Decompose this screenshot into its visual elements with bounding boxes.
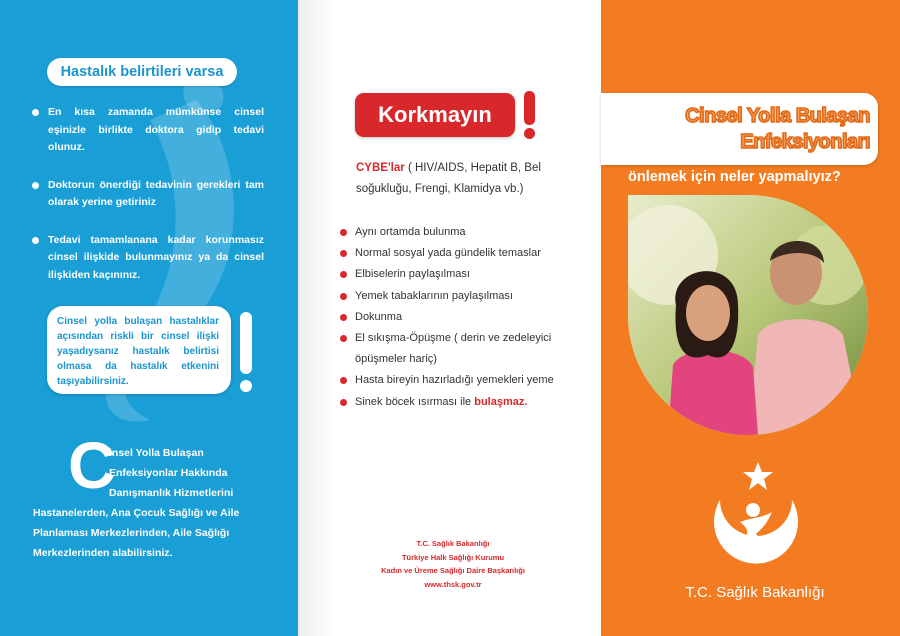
- list-item: [340, 243, 580, 264]
- bullet-dot-icon: [340, 377, 347, 384]
- list-item-text: En kısa zamanda mümkünse cinsel eşinizle birlikte doktora gidip tedavi olunuz.: [48, 106, 264, 153]
- info-line: insel Yolla Bulaşan: [109, 447, 204, 459]
- list-item-text: öpüşmeler hariç): [355, 353, 437, 366]
- list-item: [340, 370, 580, 391]
- list-item-continuation: [340, 349, 580, 370]
- info-line: Danışmanlık Hizmetlerini: [109, 487, 234, 499]
- exclamation-dot-icon: [240, 380, 252, 392]
- subtitle: önlemek için neler yapmalıyız?: [628, 169, 841, 185]
- main-title-line-1: Cinsel Yolla Bulaşan: [685, 105, 870, 127]
- footer-line: T.C. Sağlık Bakanlığı: [416, 539, 490, 548]
- highlight-text: bulaşmaz.: [474, 395, 528, 408]
- list-item: [340, 222, 580, 243]
- list-item: [340, 392, 580, 413]
- bullet-dot-icon: [32, 237, 39, 244]
- footer-line: Türkiye Halk Sağlığı Kurumu: [401, 552, 505, 562]
- drop-cap: C: [68, 428, 116, 502]
- list-item: [340, 328, 580, 349]
- info-rest: Hastanelerden, Ana Çocuk Sağlığı ve Aile Planlaması Merkezlerinden, Aile Sağlığı Merkezlerinden alabilirsiniz.: [33, 507, 240, 559]
- list-item: [32, 104, 264, 157]
- bullet-dot-icon: [340, 335, 347, 342]
- bullet-dot-icon: [340, 229, 347, 236]
- list-item-text: Sinek böcek ısırması ile: [355, 395, 475, 408]
- red-exclamation-icon: [524, 91, 535, 125]
- couple-photo: [628, 195, 868, 435]
- list-item-text: Tedavi tamamlanana kadar korunmasız cinsel ilişkide bulunmayınız ya da cinsel ilişkiden kaçınınız.: [48, 233, 264, 281]
- bullet-dot-icon: [340, 399, 347, 406]
- bullet-dot-icon: [32, 182, 39, 189]
- list-item-text: Dokunma: [355, 310, 403, 323]
- bullet-dot-icon: [340, 250, 347, 257]
- list-item: [32, 177, 264, 212]
- info-lines: [109, 443, 289, 503]
- korkmayin-badge: Korkmayın: [355, 93, 515, 137]
- bullet-dot-icon: [340, 293, 347, 300]
- footer-line: Kadın ve Üreme Sağlığı Daire Başkanlığı: [381, 566, 525, 575]
- advice-list: [32, 104, 264, 304]
- risk-note-text: Cinsel yolla bulaşan hastalıklar açısından riskli bir cinsel ilişki yaşadıysanız hastalık belirtisi olmasa da hastalık etkenini taşıyabilirsiniz.: [57, 316, 219, 387]
- list-item-text: Yemek tabaklarının paylaşılması: [355, 289, 513, 302]
- bullet-dot-icon: [340, 271, 347, 278]
- not-transmitted-list: [340, 222, 580, 413]
- publisher-footer: [338, 537, 568, 591]
- list-item: [32, 232, 264, 285]
- cybe-intro: [356, 158, 546, 200]
- footer-link[interactable]: www.thsk.gov.tr: [424, 579, 482, 589]
- bullet-dot-icon: [32, 109, 39, 116]
- red-exclamation-dot-icon: [524, 128, 535, 139]
- bullet-dot-icon: [340, 314, 347, 321]
- list-item-text: Hasta bireyin hazırladığı yemekleri yeme: [355, 374, 554, 387]
- list-item-text: Normal sosyal yada gündelik temaslar: [355, 247, 541, 260]
- list-item: [340, 286, 580, 307]
- main-title-line-2: Enfeksiyonları: [740, 131, 870, 153]
- cybe-text: ( HIV/AIDS, Hepatit B, Bel soğukluğu, Frengi, Klamidya vb.): [356, 162, 541, 195]
- list-item-text: Aynı ortamda bulunma: [355, 226, 466, 238]
- list-item-text: Doktorun önerdiği tedavinin gerekleri tam olarak yerine getiriniz: [48, 178, 264, 208]
- cybe-label: CYBE'lar: [356, 162, 405, 174]
- ministry-logo-icon: [700, 460, 810, 580]
- list-item-text: Elbiselerin paylaşılması: [355, 268, 470, 281]
- list-item-text: El sıkışma-Öpüşme ( derin ve zedeleyici: [355, 332, 552, 345]
- symptoms-header: Hastalık belirtileri varsa: [47, 58, 237, 86]
- info-line: Enfeksiyonlar Hakkında: [109, 467, 228, 479]
- ministry-name: T.C. Sağlık Bakanlığı: [685, 584, 825, 601]
- list-item: [340, 307, 580, 328]
- list-item: [340, 264, 580, 285]
- exclamation-icon: [240, 312, 252, 374]
